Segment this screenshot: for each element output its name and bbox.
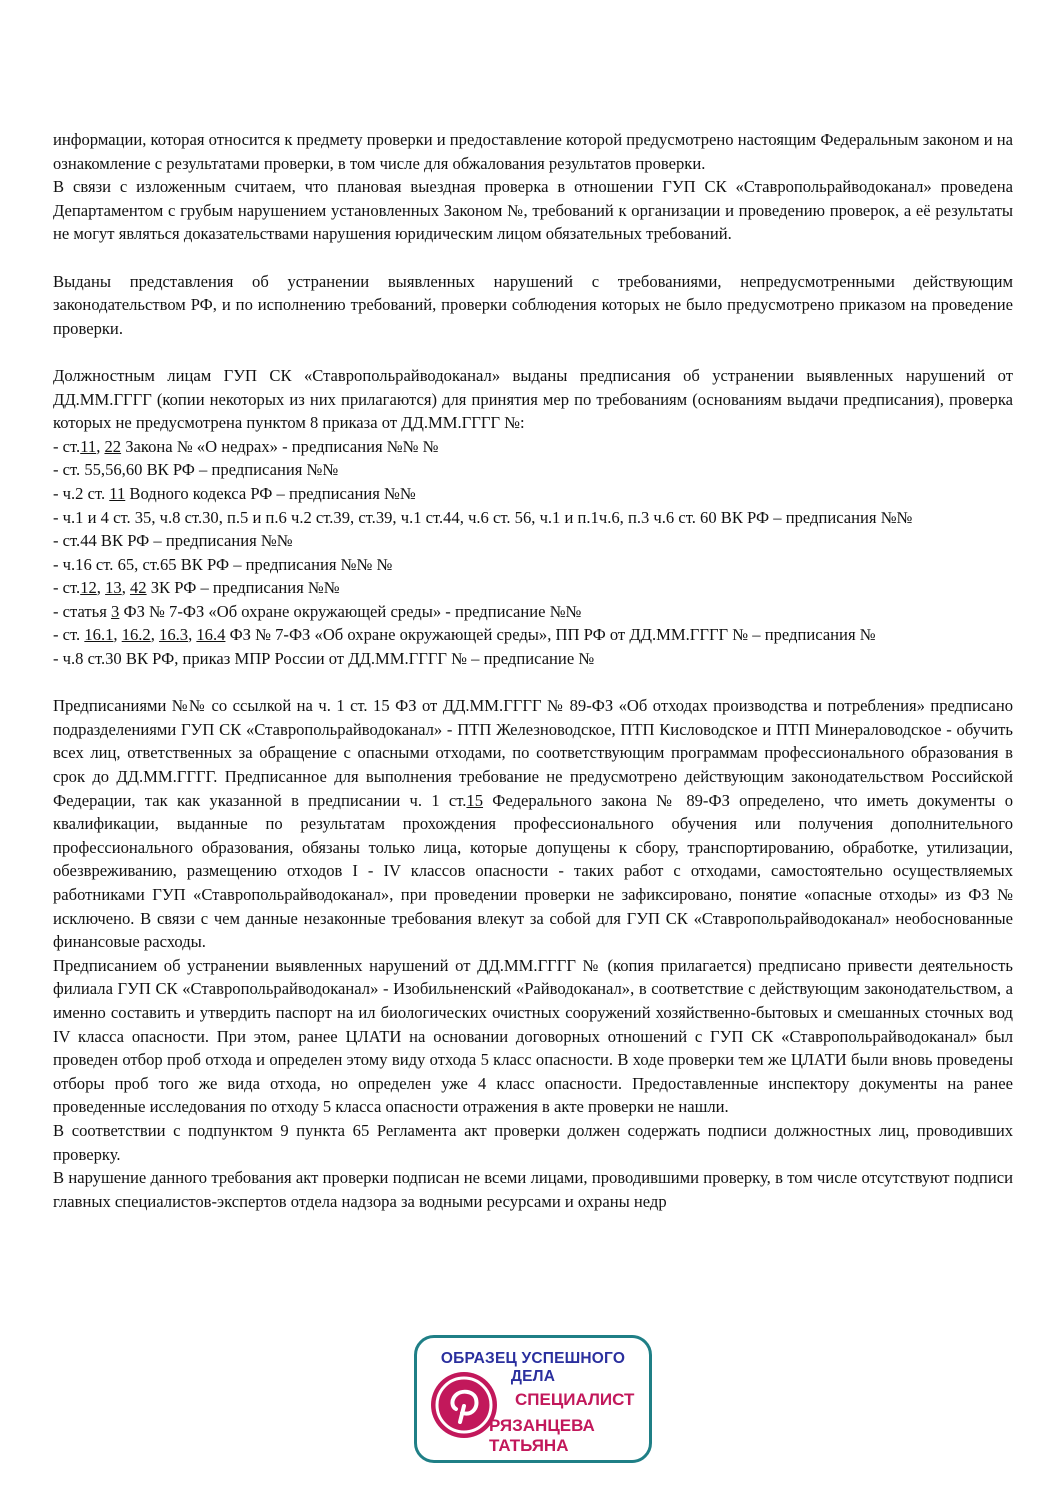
article-link[interactable]: 3 bbox=[111, 601, 120, 621]
article-link[interactable]: 16.3 bbox=[159, 625, 189, 645]
article-link[interactable]: 16.2 bbox=[121, 625, 151, 645]
paragraph-6: Предписанием об устранении выявленных нарушений от ДД.ММ.ГГГГ № (копия прилагается) предписано привести деятельность филиала ГУП СК «Ставропольрайводоканал» - Изобильненский «Райводоканал», в соответствие с действующим законодательством, а именно составить и утвердить паспорт на ил биологических очистных сооружений хозяйственно-бытовых и смешанных сточных вод IV класса опасности. При этом, ранее ЦЛАТИ на основании договорных отношений с ГУП СК «Ставропольрайводоканал» был проведен отбор проб отхода и определен этому виду отхода 5 класс опасности. В ходе проверки тем же ЦЛАТИ были вновь проведены отборы проб того же вида отхода, но определен уже 4 класс опасности. Предоставленные инспектору документы на ранее проведенные исследования по отходу 5 класса опасности отражения в акте проверки не нашли. bbox=[53, 955, 1013, 1117]
pinterest-icon bbox=[431, 1372, 497, 1438]
list-item: - ст.12, 13, 42 ЗК РФ – предписания №№ bbox=[53, 578, 340, 598]
article-link[interactable]: 11 bbox=[80, 436, 97, 456]
paragraph-5: Предписаниями №№ со ссылкой на ч. 1 ст. 15 ФЗ от ДД.ММ.ГГГГ № 89-ФЗ «Об отходах производства и потребления» предписано подразделениями ГУП СК «Ставропольрайводоканал» - ПТП Железноводское, ПТП Кисловодское и ПТП Минераловодское - обучить всех лиц, ответственных за обращение с опасными отходами, по соответствующим программам профессионального образования в срок до ДД.ММ.ГГГГ. Предписанное для выполнения требование не предусмотрено действующим законодательством Российской Федерации, так как указанной в предписании ч. 1 ст.15 Федерального закона № 89-ФЗ определено, что иметь документы о квалификации, выданные по результатам прохождения профессионального обучения или получения дополнительного профессионального образования, обязаны только лица, которые допущены к сбору, транспортированию, обработке, утилизации, обезвреживанию, размещению отходов I - IV классов опасности - таких работ с отходами, самостоятельно осуществляемых работниками ГУП «Ставропольрайводоканал», при проведении проверки не зафиксировано, понятие «опасные отходы» из ФЗ № исключено. В связи с чем данные незаконные требования влекут за собой для ГУП СК «Ставропольрайводоканал» необоснованные финансовые расходы. bbox=[53, 696, 1013, 952]
spacer bbox=[53, 340, 1013, 364]
paragraph-2: В связи с изложенным считаем, что плановая выездная проверка в отношении ГУП СК «Ставропольрайводоканал» проведена Департаментом с грубым нарушением установленных Законом №, требований к организации и проведению проверок, а её результаты не могут являться доказательствами нарушения юридическим лицом обязательных требований. bbox=[53, 177, 1013, 244]
list-item: - ст. 16.1, 16.2, 16.3, 16.4 ФЗ № 7-ФЗ «Об охране окружающей среды», ПП РФ от ДД.ММ.ГГГГ № – предписания № bbox=[53, 625, 876, 645]
document-body bbox=[53, 128, 1013, 1213]
list-item: - ст.44 ВК РФ – предписания №№ bbox=[53, 531, 293, 551]
list-item: - ст.11, 22 Закона № «О недрах» - предписания №№ № bbox=[53, 436, 439, 456]
article-link[interactable]: 16.1 bbox=[84, 625, 114, 645]
paragraph-7: В соответствии с подпунктом 9 пункта 65 Регламента акт проверки должен содержать подписи должностных лиц, проводивших проверку. bbox=[53, 1120, 1013, 1164]
article-link[interactable]: 42 bbox=[129, 578, 147, 598]
paragraph-8: В нарушение данного требования акт проверки подписан не всеми лицами, проводившими проверку, в том числе отсутствуют подписи главных специалистов-экспертов отдела надзора за водными ресурсами и охраны недр bbox=[53, 1168, 1013, 1211]
article-link[interactable]: 22 bbox=[104, 436, 122, 456]
badge-author: РЯЗАНЦЕВА ТАТЬЯНА bbox=[489, 1416, 595, 1455]
list-item: - ч.1 и 4 ст. 35, ч.8 ст.30, п.5 и п.6 ч.2 ст.39, ст.39, ч.1 ст.44, ч.6 ст. 56, ч.1 и п.1ч.6, п.3 ч.6 ст. 60 ВК РФ – предписания №№ bbox=[53, 507, 913, 527]
list-item: - статья 3 ФЗ № 7-ФЗ «Об охране окружающей среды» - предписание №№ bbox=[53, 601, 582, 621]
badge-title: ОБРАЗЕЦ УСПЕШНОГО ДЕЛА bbox=[440, 1350, 626, 1385]
spacer bbox=[53, 246, 1013, 270]
list-item: - ст. 55,56,60 ВК РФ – предписания №№ bbox=[53, 460, 339, 480]
badge-role: СПЕЦИАЛИСТ bbox=[515, 1390, 635, 1409]
paragraph-4: Должностным лицам ГУП СК «Ставропольрайводоканал» выданы предписания об устранении выявленных нарушений от ДД.ММ.ГГГГ (копии некоторых из них прилагаются) для принятия мер по требованиям (основаниям выдачи предписания), проверка которых не предусмотрена пунктом 8 приказа от ДД.ММ.ГГГГ №: bbox=[53, 365, 1013, 433]
article-link[interactable]: 12 bbox=[80, 578, 97, 598]
paragraph-1: информации, которая относится к предмету проверки и предоставление которой предусмотрено настоящим Федеральным законом и на ознакомление с результатами проверки, в том числе для обжалования результатов проверки. bbox=[53, 130, 1013, 173]
list-item: - ч.8 ст.30 ВК РФ, приказ МПР России от ДД.ММ.ГГГГ № – предписание № bbox=[53, 649, 595, 669]
paragraph-3: Выданы представления об устранении выявленных нарушений с требованиями, непредусмотренными действующим законодательством РФ, и по исполнению требований, проверки соблюдения которых не было предусмотрено приказом на проведение проверки. bbox=[53, 271, 1013, 338]
list-item: - ч.16 ст. 65, ст.65 ВК РФ – предписания №№ № bbox=[53, 554, 393, 574]
violations-list bbox=[53, 435, 1013, 671]
spacer bbox=[53, 671, 1013, 695]
article-link[interactable]: 11 bbox=[109, 483, 126, 503]
watermark-badge bbox=[414, 1335, 652, 1463]
article-link[interactable]: 16.4 bbox=[196, 625, 226, 645]
list-item: - ч.2 ст. 11 Водного кодекса РФ – предписания №№ bbox=[53, 483, 416, 503]
article-link[interactable]: 13 bbox=[105, 578, 122, 598]
article-link[interactable]: 15 bbox=[466, 790, 484, 810]
